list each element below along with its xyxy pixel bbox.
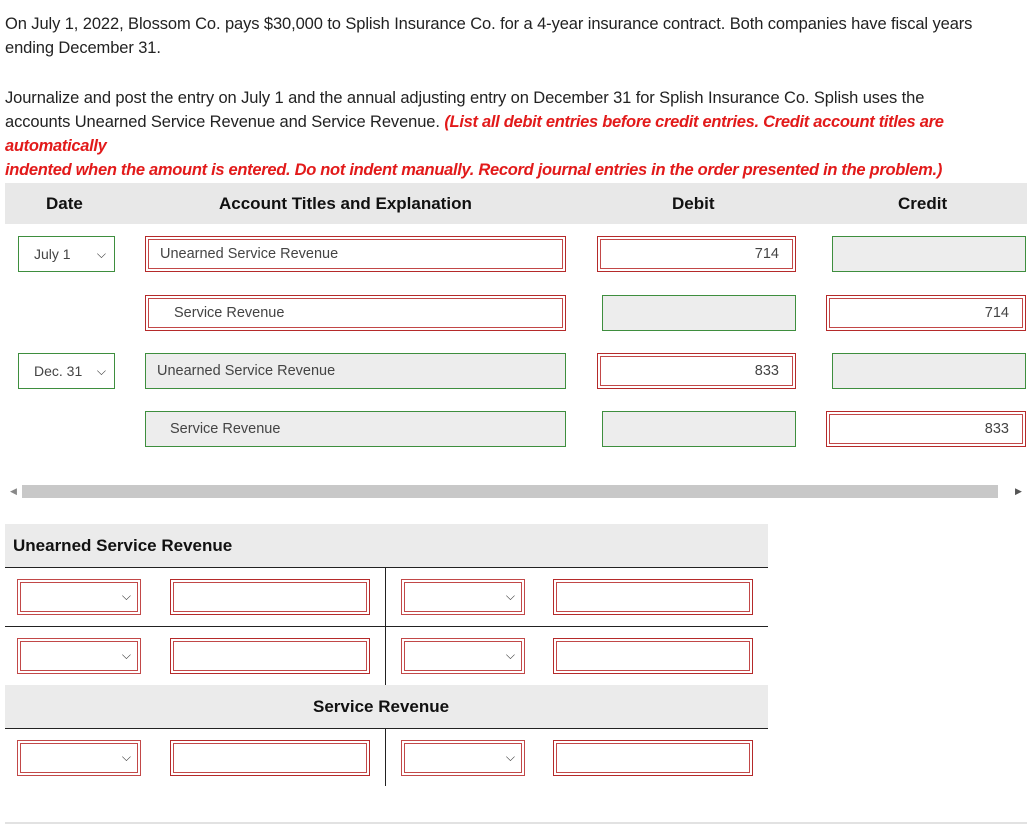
chevron-down-icon: ⌵ xyxy=(96,364,106,378)
account-input-row-2[interactable]: Service Revenue xyxy=(145,295,566,331)
debit-input-row-4[interactable] xyxy=(602,411,796,447)
account-input-row-3[interactable]: Unearned Service Revenue xyxy=(145,353,566,389)
unearned-debit-date-select-1[interactable] xyxy=(17,579,141,615)
t-account-top-line xyxy=(5,567,768,568)
header-date: Date xyxy=(46,194,83,213)
header-debit: Debit xyxy=(672,194,715,213)
chevron-down-icon: ⌵ xyxy=(121,750,131,764)
problem-statement xyxy=(5,12,1030,60)
service-debit-amount-1[interactable] xyxy=(170,740,370,776)
instruction-line-1: Journalize and post the entry on July 1 and the annual adjusting entry on December 31 for Splish Insurance Co. Splish uses the xyxy=(5,89,925,107)
account-input-row-1[interactable]: Unearned Service Revenue xyxy=(145,236,566,272)
instruction-plain-text: accounts Unearned Service Revenue and Service Revenue. xyxy=(5,113,445,131)
t-account-row-divider xyxy=(5,626,768,627)
chevron-down-icon: ⌵ xyxy=(505,648,515,662)
debit-input-row-1[interactable]: 714 xyxy=(597,236,796,272)
date-select-value: July 1 xyxy=(34,246,71,262)
unearned-credit-date-select-2[interactable] xyxy=(401,638,525,674)
header-credit: Credit xyxy=(898,194,948,213)
service-ledger-title: Service Revenue xyxy=(313,697,450,716)
t-account-top-line xyxy=(5,728,768,729)
date-select-row-1[interactable] xyxy=(18,236,115,272)
date-select-row-3[interactable] xyxy=(18,353,115,389)
journal-header-bar xyxy=(5,183,1027,224)
unearned-credit-amount-2[interactable] xyxy=(553,638,753,674)
unearned-debit-date-select-2[interactable] xyxy=(17,638,141,674)
instruction-line-2 xyxy=(5,110,1030,158)
unearned-credit-amount-1[interactable] xyxy=(553,579,753,615)
service-credit-amount-1[interactable] xyxy=(553,740,753,776)
chevron-down-icon: ⌵ xyxy=(505,750,515,764)
problem-line-2: ending December 31. xyxy=(5,39,161,57)
account-input-row-4[interactable]: Service Revenue xyxy=(145,411,566,447)
scroll-left-arrow-icon[interactable]: ◀ xyxy=(10,486,17,496)
service-debit-date-select-1[interactable] xyxy=(17,740,141,776)
credit-input-row-3[interactable] xyxy=(832,353,1026,389)
instruction-red-text: (List all debit entries before credit entries. Credit account titles are automatically xyxy=(5,113,944,155)
credit-input-row-4[interactable]: 833 xyxy=(826,411,1026,447)
service-credit-date-select-1[interactable] xyxy=(401,740,525,776)
credit-input-row-1[interactable] xyxy=(832,236,1026,272)
unearned-debit-amount-1[interactable] xyxy=(170,579,370,615)
unearned-credit-date-select-1[interactable] xyxy=(401,579,525,615)
unearned-debit-amount-2[interactable] xyxy=(170,638,370,674)
chevron-down-icon: ⌵ xyxy=(121,589,131,603)
t-account-divider xyxy=(385,728,386,786)
unearned-ledger-title: Unearned Service Revenue xyxy=(13,536,233,555)
header-account-titles: Account Titles and Explanation xyxy=(219,194,472,213)
date-select-value: Dec. 31 xyxy=(34,363,83,379)
chevron-down-icon: ⌵ xyxy=(505,589,515,603)
scroll-right-arrow-icon[interactable]: ▶ xyxy=(1015,486,1022,496)
problem-line-1: On July 1, 2022, Blossom Co. pays $30,000 to Splish Insurance Co. for a 4-year insurance contract. Both companies have fiscal years xyxy=(5,15,973,33)
debit-input-row-3[interactable]: 833 xyxy=(597,353,796,389)
instructions xyxy=(5,86,1030,182)
chevron-down-icon: ⌵ xyxy=(121,648,131,662)
instruction-red-line-3: indented when the amount is entered. Do not indent manually. Record journal entries in the order presented in the problem.) xyxy=(5,161,943,179)
chevron-down-icon: ⌵ xyxy=(96,247,106,261)
credit-input-row-2[interactable]: 714 xyxy=(826,295,1026,331)
debit-input-row-2[interactable] xyxy=(602,295,796,331)
horizontal-scrollbar[interactable] xyxy=(22,485,998,498)
section-divider xyxy=(5,822,1027,824)
